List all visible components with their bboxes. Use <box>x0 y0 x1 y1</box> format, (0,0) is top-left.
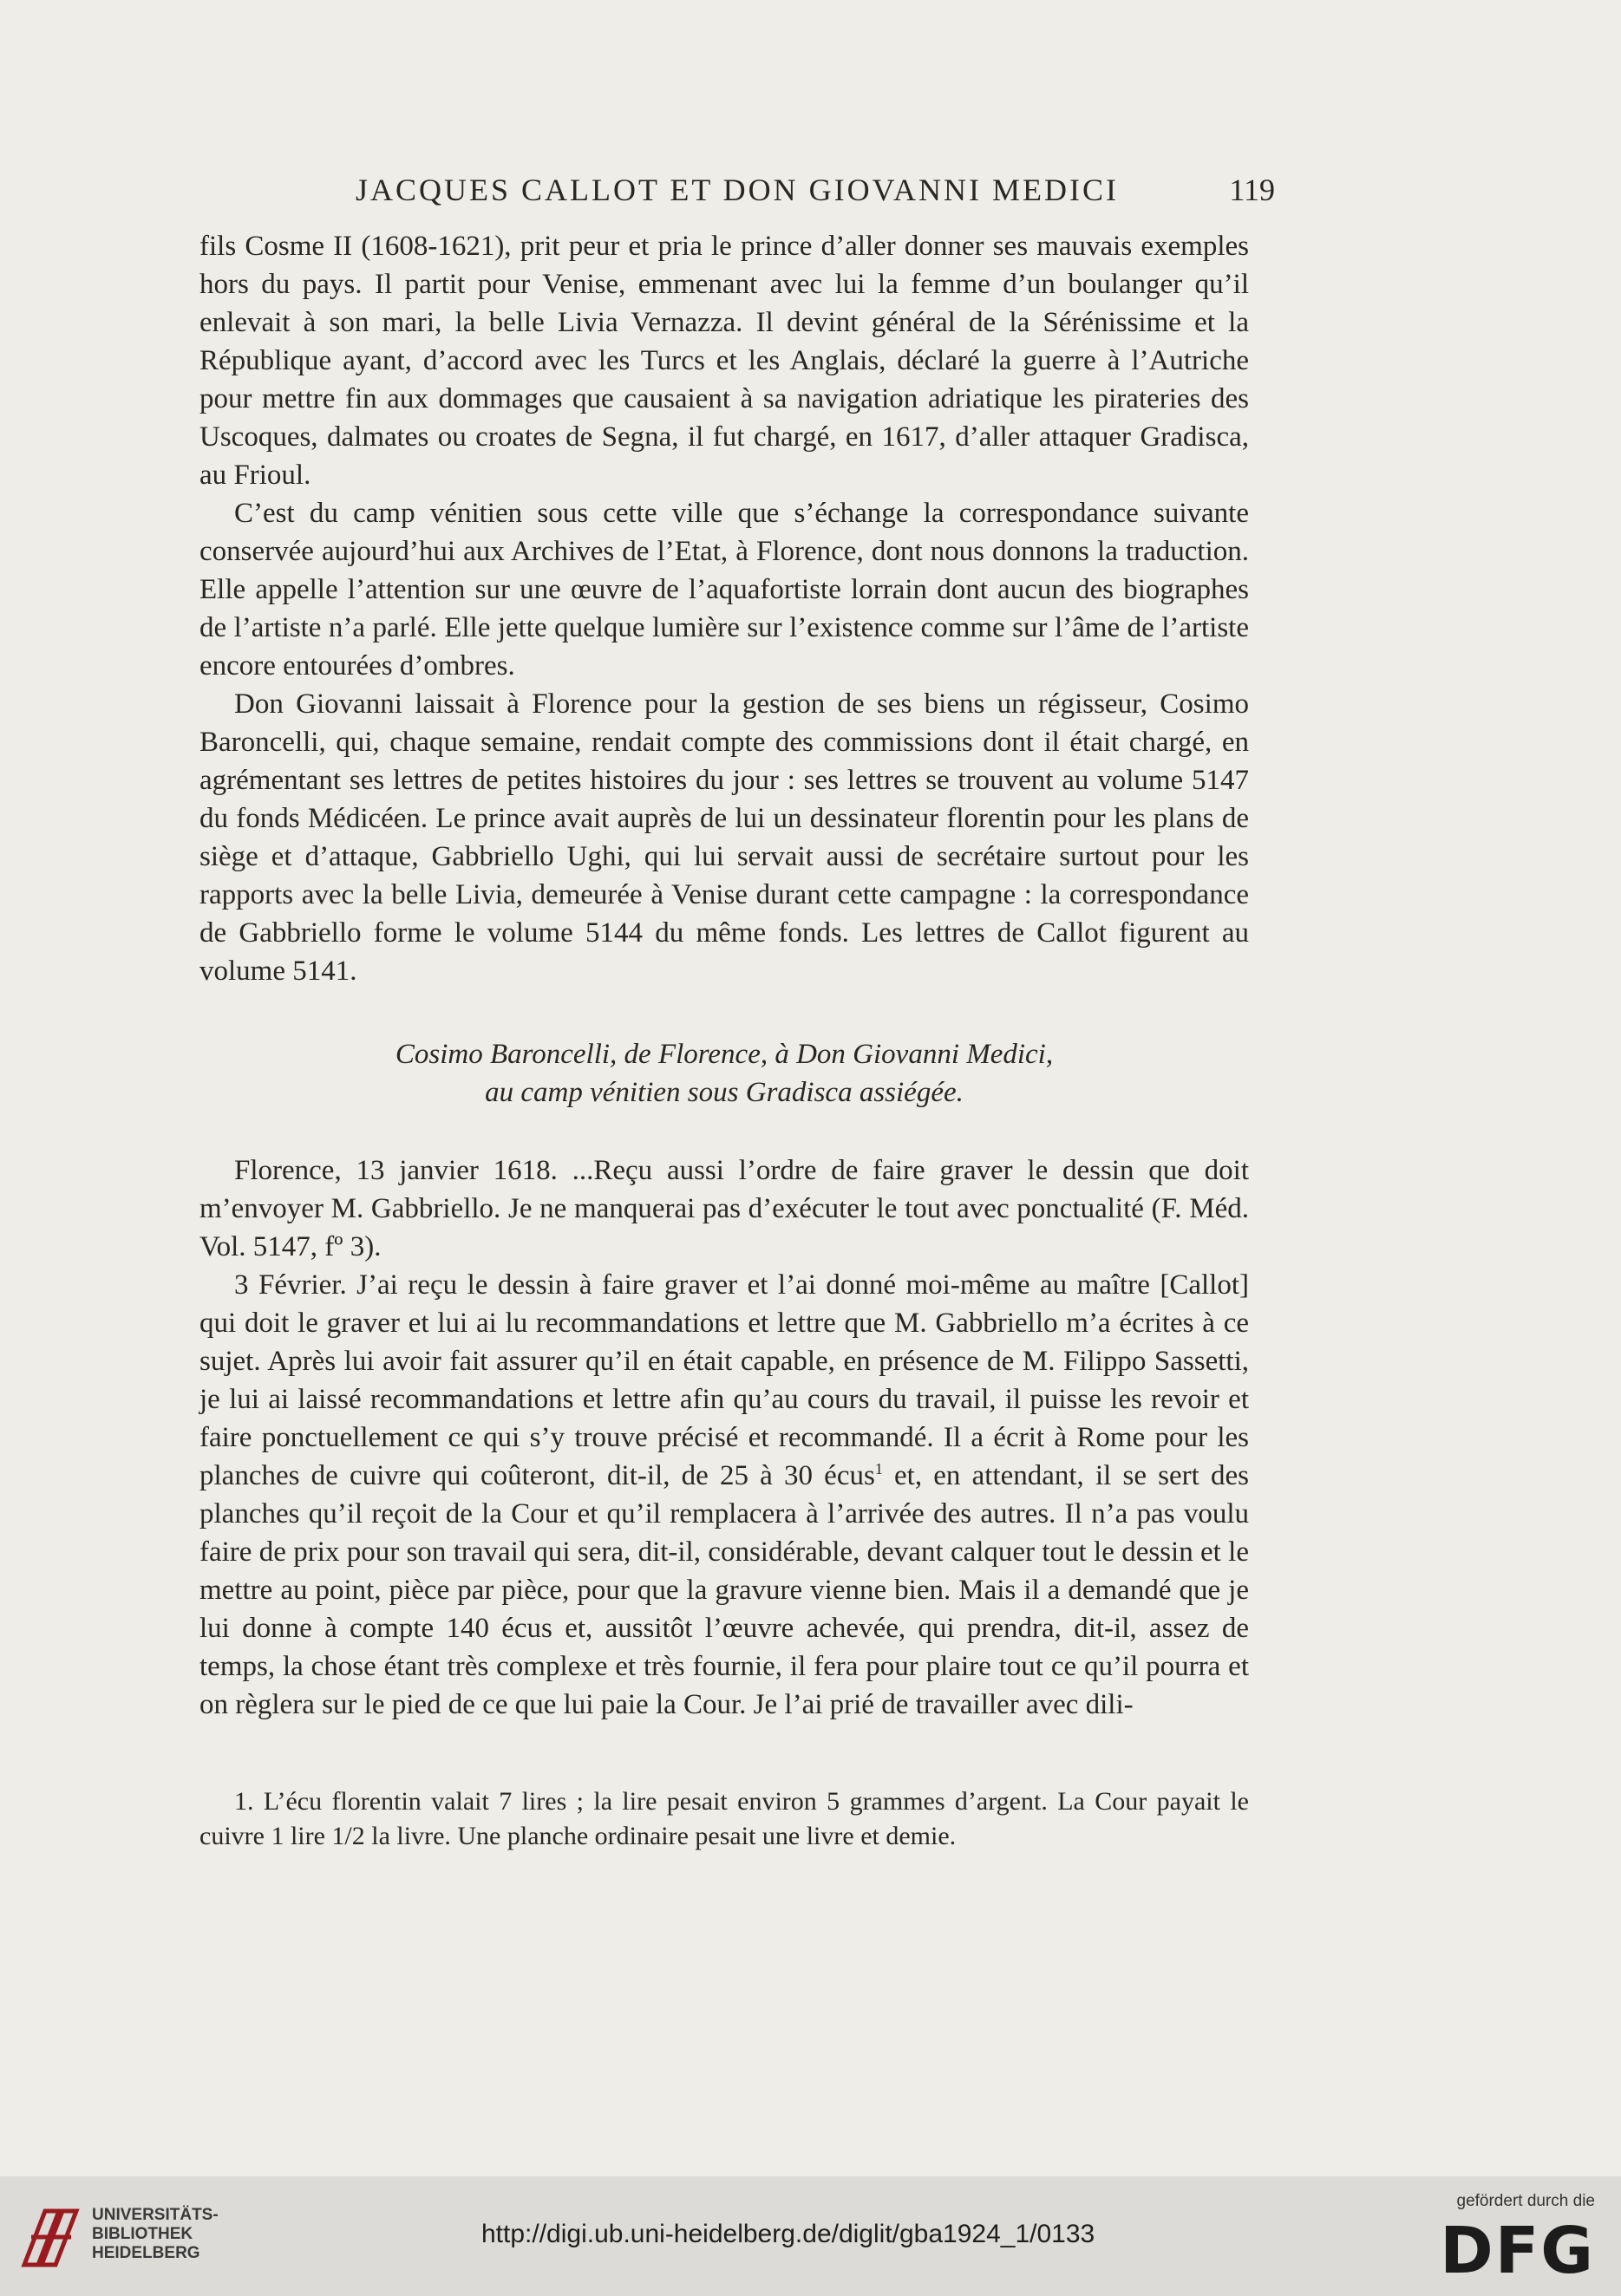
permalink-url[interactable]: http://digi.ub.uni-heidelberg.de/diglit/gba1924_1/0133 <box>481 2220 1095 2248</box>
section-heading-line: au camp vénitien sous Gradisca assiégée. <box>485 1077 964 1108</box>
section-heading-line: Cosimo Baroncelli, de Florence, à Don Giovanni Medici, <box>395 1039 1054 1070</box>
funding-caption: gefördert durch die <box>1456 2192 1595 2210</box>
ub-heidelberg-logo-icon[interactable] <box>19 2202 82 2270</box>
letter-paragraph <box>199 1266 1249 1724</box>
letter-text: 3 Février. J’ai reçu le dessin à faire graver et l’ai donné moi-même au maître [Callot] qui doit le graver et lui ai lu recommandations et lettre que M. Gabbriello m’a écrites à ce sujet. Après lui avoir fait assurer qu’il en était capable, en présence de M. Filippo Sassetti, je lui ai laissé recommandations et lettre afin qu’au cours du travail, il puisse les revoir et faire ponctuellement ce qui s’y trouve précisé et recommandé. Il a écrit à Rome pour les planches de cuivre qui coûteront, dit-il, de 25 à 30 écus <box>199 1269 1249 1491</box>
library-name-line: UNIVERSITÄTS- <box>92 2206 219 2224</box>
footnote-reference[interactable]: 1 <box>874 1460 883 1477</box>
library-name[interactable] <box>92 2206 219 2263</box>
letter-paragraph: Florence, 13 janvier 1618. ...Reçu aussi l’ordre de faire graver le dessin que doit m’envoyer M. Gabbriello. Je ne manquerai pas d’exécuter le tout avec ponctualité (F. Méd. Vol. 5147, fº 3). <box>199 1155 1249 1262</box>
footnote <box>199 1784 1249 1854</box>
section-heading <box>199 1035 1249 1112</box>
body-text <box>199 227 1249 1724</box>
library-name-line: BIBLIOTHEK <box>92 2225 193 2243</box>
running-title: JACQUES CALLOT ET DON GIOVANNI MEDICI <box>356 173 1119 207</box>
paragraph: fils Cosme II (1608-1621), prit peur et pria le prince d’aller donner ses mauvais exemples hors du pays. Il partit pour Venise, emmenant avec lui la femme d’un boulanger qu’il enlevait à son mari, la belle Livia Vernazza. Il devint général de la Sérénissime et la République ayant, d’accord avec les Turcs et les Anglais, déclaré la guerre à l’Autriche pour mettre fin aux dommages que causaient à sa navigation adriatique les pirateries des Uscoques, dalmates ou croates de Segna, il fut chargé, en 1617, d’aller attaquer Gradisca, au Frioul. <box>199 231 1249 491</box>
dfg-logo[interactable]: DFG <box>1440 2214 1595 2288</box>
footnote-text: 1. L’écu florentin valait 7 lires ; la lire pesait environ 5 grammes d’argent. La Cour payait le cuivre 1 lire 1/2 la livre. Une planche ordinaire pesait une livre et demie. <box>199 1787 1249 1850</box>
page-number: 119 <box>1229 173 1275 207</box>
viewer-footer <box>0 2176 1621 2296</box>
library-name-line: HEIDELBERG <box>92 2244 200 2262</box>
running-head <box>199 172 1275 215</box>
paragraph: C’est du camp vénitien sous cette ville que s’échange la correspondance suivante conservée aujourd’hui aux Archives de l’Etat, à Florence, dont nous donnons la traduction. Elle appelle l’attention sur une œuvre de l’aquafortiste lorrain dont aucun des biographes de l’artiste n’a parlé. Elle jette quelque lumière sur l’existence comme sur l’âme de l’artiste encore entourées d’ombres. <box>199 498 1249 682</box>
paragraph: Don Giovanni laissait à Florence pour la gestion de ses biens un régisseur, Cosimo Baroncelli, qui, chaque semaine, rendait compte des commissions dont il était chargé, en agrémentant ses lettres de petites histoires du jour : ses lettres se trouvent au volume 5147 du fonds Médicéen. Le prince avait auprès de lui un dessinateur florentin pour les plans de siège et d’attaque, Gabbriello Ughi, qui lui servait aussi de secrétaire surtout pour les rapports avec la belle Livia, demeurée à Venise durant cette campagne : la correspondance de Gabbriello forme le volume 5144 du même fonds. Les lettres de Callot figurent au volume 5141. <box>199 688 1249 987</box>
letter-text: et, en attendant, il se sert des planches qu’il reçoit de la Cour et qu’il remplacera à l’arrivée des autres. Il n’a pas voulu faire de prix pour son travail qui sera, dit-il, considérable, devant calquer tout le dessin et le mettre au point, pièce par pièce, pour que la gravure vienne bien. Mais il a demandé que je lui donne à compte 140 écus et, aussitôt l’œuvre achevée, qui prendra, dit-il, assez de temps, la chose étant très complexe et très fournie, il fera pour plaire tout ce qu’il pourra et on règlera sur le pied de ce que lui paie la Cour. Je l’ai prié de travailler avec dili- <box>199 1460 1249 1720</box>
